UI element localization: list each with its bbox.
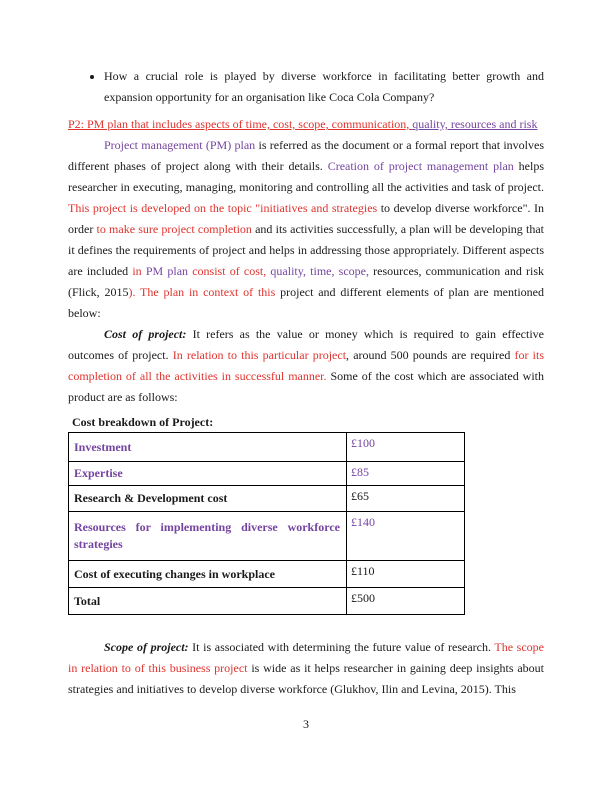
text-segment: resources, communication and risk (Flick, 2015 bbox=[68, 264, 544, 299]
text-segment: to make sure project completion bbox=[96, 222, 256, 236]
text-segment: quality, time, scope, bbox=[270, 264, 374, 278]
text-segment: helps researcher in executing, managing, monitoring and controlling all the activities and task of project. bbox=[68, 159, 544, 194]
text-segment: It refers as the value or money which is required to gain effective outcomes of project. bbox=[68, 327, 544, 362]
cost-item-label: Expertise bbox=[69, 462, 347, 486]
text-segment: , around 500 pounds are required bbox=[346, 348, 515, 362]
bullet-item bbox=[104, 66, 544, 108]
cost-item-label: Investment bbox=[69, 433, 347, 462]
text-segment: Scope of project: bbox=[104, 640, 193, 654]
text-segment: It is associated with determining the future value of research. bbox=[192, 640, 495, 654]
text-segment: and its activities successfully, a plan will be developing that it defines the requirements of project and helps in addressing those appropriately. Different aspects are included bbox=[68, 222, 544, 278]
cost-item-value: £500 bbox=[347, 588, 465, 615]
cost-item-label: Resources for implementing diverse workforce strategies bbox=[69, 512, 347, 561]
text-segment: Creation of project management plan bbox=[327, 159, 519, 173]
bullet-item-text: How a crucial role is played by diverse workforce in facilitating better growth and expansion opportunity for an organisation like Coca Cola Company? bbox=[104, 69, 544, 104]
cost-item-value: £85 bbox=[347, 462, 465, 486]
cost-item-label: Total bbox=[69, 588, 347, 615]
text-segment: is referred as the document or a formal report that involves different phases of project along with their details. bbox=[68, 138, 545, 173]
text-segment: PM plan bbox=[145, 264, 193, 278]
text-segment: Some of the cost which are associated with product are as follows: bbox=[68, 369, 544, 404]
table-row bbox=[69, 561, 465, 588]
cost-breakdown-table bbox=[68, 432, 465, 615]
text-segment: project and different elements of plan are mentioned below: bbox=[68, 285, 545, 320]
heading-segment: P2: PM plan that includes aspects of time, cost, scope, communication, bbox=[68, 117, 413, 131]
paragraph-cost-of-project bbox=[68, 324, 544, 408]
table-title: Cost breakdown of Project: bbox=[72, 415, 214, 429]
table-row bbox=[69, 486, 465, 512]
text-segment: Project management (PM) plan bbox=[104, 138, 259, 152]
cost-item-label: Research & Development cost bbox=[69, 486, 347, 512]
table-row bbox=[69, 462, 465, 486]
text-segment: In relation to this particular project bbox=[172, 348, 347, 362]
text-segment: ). The plan in context of this bbox=[128, 285, 281, 299]
cost-item-label: Cost of executing changes in workplace bbox=[69, 561, 347, 588]
paragraph-scope-of-project bbox=[68, 637, 544, 700]
cost-item-value: £140 bbox=[347, 512, 465, 561]
paragraph-pm-plan bbox=[68, 135, 544, 324]
text-segment: is wide as it helps researcher in gaining deep insights about strategies and initiatives to develop diverse workforce (Glukhov, Ilin and Levina, 2015). This bbox=[68, 661, 544, 696]
text-segment: in bbox=[132, 264, 146, 278]
text-segment: for its completion of all the activities in successful manner. bbox=[68, 348, 544, 383]
section-heading bbox=[68, 114, 544, 135]
bullet-list bbox=[68, 66, 544, 108]
text-segment: Cost of project: bbox=[104, 327, 193, 341]
text-segment: consist of cost, bbox=[192, 264, 271, 278]
text-segment: to develop diverse workforce". In order bbox=[68, 201, 544, 236]
text-segment: This project is developed on the topic "initiatives and strategies bbox=[68, 201, 381, 215]
heading-segment: quality, resources and risk bbox=[412, 117, 538, 131]
page-number: 3 bbox=[303, 717, 309, 731]
cost-item-value: £100 bbox=[347, 433, 465, 462]
table-row bbox=[69, 512, 465, 561]
table-row bbox=[69, 433, 465, 462]
table-row bbox=[69, 588, 465, 615]
text-segment: The scope in relation to of this business project bbox=[68, 640, 544, 675]
cost-item-value: £65 bbox=[347, 486, 465, 512]
cost-item-value: £110 bbox=[347, 561, 465, 588]
